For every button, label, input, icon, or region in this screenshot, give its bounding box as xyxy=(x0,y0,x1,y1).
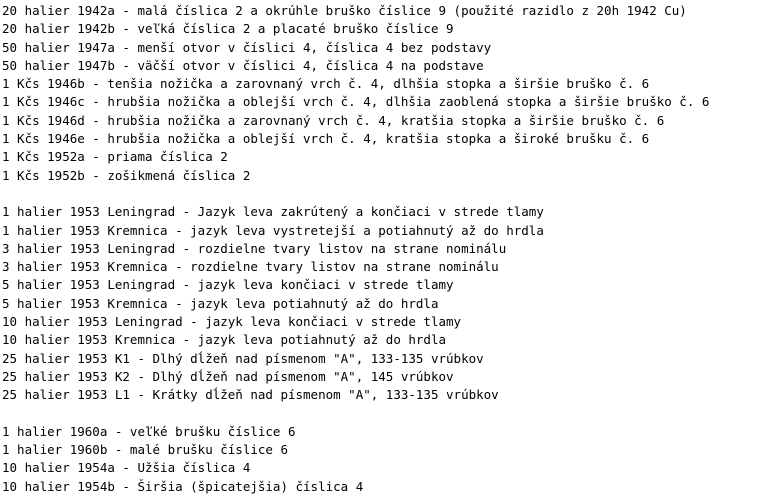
text-line: 10 halier 1954a - Užšia číslica 4 xyxy=(2,460,251,476)
text-line: 1 Kčs 1952a - priama číslica 2 xyxy=(2,149,228,165)
text-line: 50 halier 1947b - väčší otvor v číslici 4, číslica 4 na podstave xyxy=(2,57,484,73)
text-line: 10 halier 1953 Leningrad - jazyk leva končiaci v strede tlamy xyxy=(2,314,462,330)
text-line: 10 halier 1953 Kremnica - jazyk leva potiahnutý až do hrdla xyxy=(2,332,447,348)
text-line: 1 halier 1960b - malé brušku číslice 6 xyxy=(2,442,288,458)
text-line: 1 halier 1960a - veľké brušku číslice 6 xyxy=(2,423,296,439)
paragraph-spacer xyxy=(2,185,766,203)
text-line: 1 halier 1953 Leningrad - Jazyk leva zakrútený a končiaci v strede tlamy xyxy=(2,204,544,220)
text-line: 1 Kčs 1952b - zošikmená číslica 2 xyxy=(2,167,251,183)
text-line: 3 halier 1953 Leningrad - rozdielne tvary listov na strane nominálu xyxy=(2,240,507,256)
text-line: 20 halier 1942b - veľká číslica 2 a placaté bruško číslice 9 xyxy=(2,21,454,37)
text-line: 1 Kčs 1946b - tenšia nožička a zarovnaný vrch č. 4, dlhšia stopka a širšie bruško č. 6 xyxy=(2,76,650,92)
text-line: 25 halier 1953 K1 - Dlhý dĺžeň nad písmenom "A", 133-135 vrúbkov xyxy=(2,350,484,366)
text-line: 1 Kčs 1946e - hrubšia nožička a oblejší vrch č. 4, kratšia stopka a široké brušku č. 6 xyxy=(2,131,650,147)
text-line: 10 halier 1954b - Širšia (špicatejšia) číslica 4 xyxy=(2,478,364,494)
text-line: 3 halier 1953 Kremnica - rozdielne tvary listov na strane nominálu xyxy=(2,259,499,275)
text-line: 1 Kčs 1946c - hrubšia nožička a oblejší vrch č. 4, dlhšia zaoblená stopka a širšie bruško č. 6 xyxy=(2,94,710,110)
text-line: 1 Kčs 1946d - hrubšia nožička a zarovnaný vrch č. 4, kratšia stopka a širšie bruško č. 6 xyxy=(2,112,665,128)
text-line: 20 halier 1942a - malá číslica 2 a okrúhle bruško číslice 9 (použité razidlo z 20h 1942 Cu) xyxy=(2,3,687,18)
text-line: 50 halier 1947a - menší otvor v číslici 4, číslica 4 bez podstavy xyxy=(2,39,492,55)
text-line: 5 halier 1953 Kremnica - jazyk leva potiahnutý až do hrdla xyxy=(2,295,439,311)
text-line: 5 halier 1953 Leningrad - jazyk leva končiaci v strede tlamy xyxy=(2,277,454,293)
text-line: 25 halier 1953 K2 - Dlhý dĺžeň nad písmenom "A", 145 vrúbkov xyxy=(2,368,454,384)
text-line: 25 halier 1953 L1 - Krátky dĺžeň nad písmenom "A", 133-135 vrúbkov xyxy=(2,387,499,403)
paragraph-spacer xyxy=(2,405,766,423)
text-line: 1 halier 1953 Kremnica - jazyk leva vystretejší a potiahnutý až do hrdla xyxy=(2,222,544,238)
